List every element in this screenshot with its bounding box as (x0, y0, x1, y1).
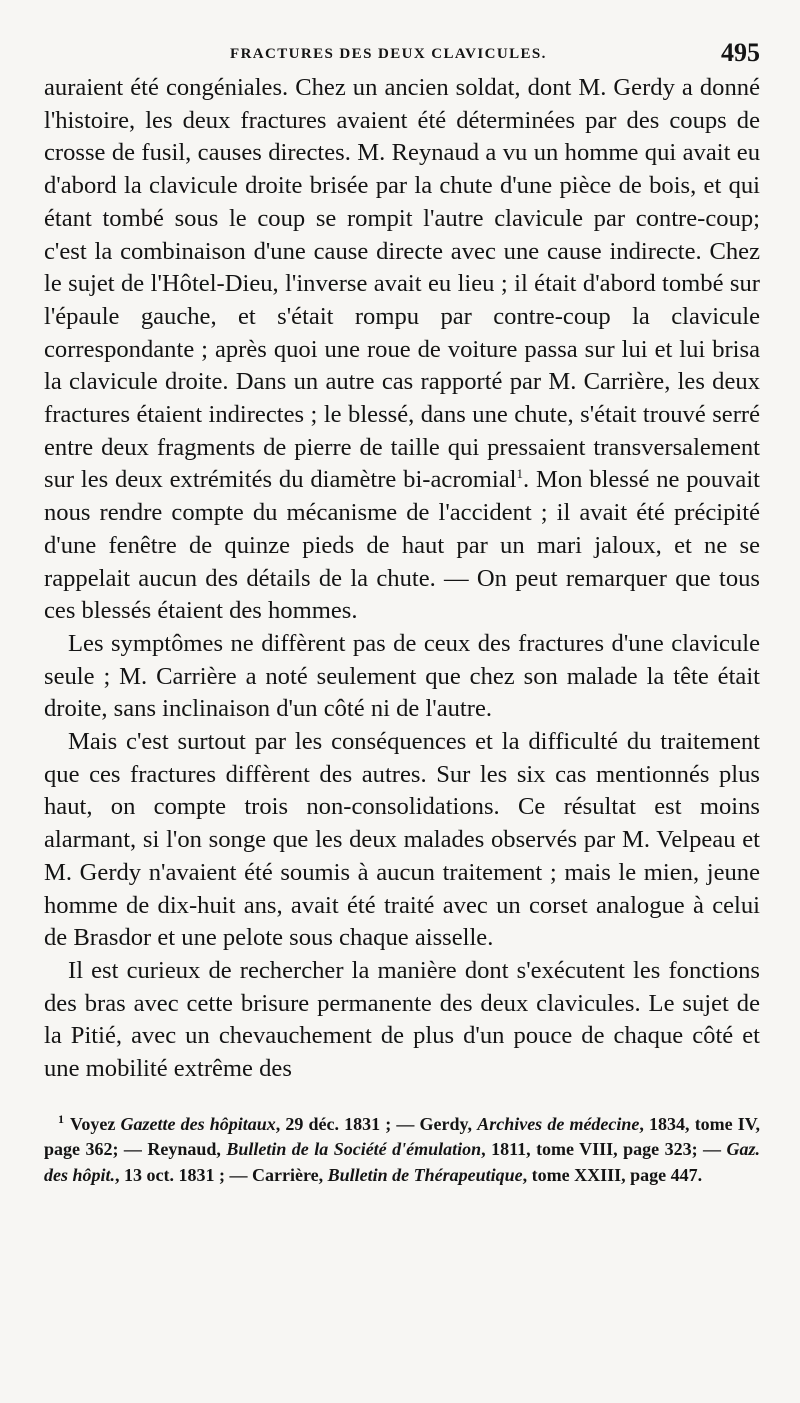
footnote-citation-title: Bulletin de Thérapeutique (327, 1164, 523, 1185)
footnotes (44, 1112, 760, 1189)
footnote-1 (44, 1112, 760, 1189)
footnote-text: , 13 oct. 1831 ; — Carrière, (115, 1164, 328, 1185)
paragraph-2: Les symptômes ne diffèrent pas de ceux des fractures d'une clavicule seule ; M. Carrière a noté seulement que chez son malade la tête était droite, sans inclinaison d'un côté ni de l'autre. (44, 629, 760, 723)
page-header (44, 38, 760, 72)
footnote-citation-title: Bulletin de la Société d'émulation (226, 1139, 482, 1160)
footnote-citation-title: Gaz. des hôpit. (44, 1139, 761, 1185)
paragraph-1 (44, 72, 760, 628)
paragraph-1-part-b: . Mon blessé ne pouvait nous rendre compte du mécanisme de l'accident ; il avait été précipité d'une fenêtre de quinze pieds de haut par un mari jaloux, et ne se rappelait aucun des détails de la chute. — On peut remarquer que tous ces blessés étaient des hommes. (44, 466, 760, 625)
body-text (44, 72, 760, 1086)
footnote-text: Voyez (70, 1113, 121, 1134)
footnote-text: , 1811, tome VIII, page 323; — (481, 1139, 727, 1160)
footnote-citation-title: Gazette des hôpitaux (120, 1113, 276, 1134)
footnote-text: , 1834, tome IV, page 362; — Reynaud, (44, 1113, 760, 1160)
paragraph-1-part-a: auraient été congéniales. Chez un ancien soldat, dont M. Gerdy a donné l'histoire, les deux fractures avaient été déterminées par des coups de crosse de fusil, causes directes. M. Reynaud a vu un homme qui avait eu d'abord la clavicule droite brisée par la chute d'une pièce de bois, et qui étant tombé sous le coup se rompit l'autre clavicule par contre-coup; c'est la combinaison d'une cause directe avec une cause indirecte. Chez le sujet de l'Hôtel-Dieu, l'inverse avait eu lieu ; il était d'abord tombé sur l'épaule gauche, et s'était rompu par contre-coup la clavicule correspondante ; après quoi une roue de voiture passa sur lui et lui brisa la clavicule droite. Dans un autre cas rapporté par M. Carrière, les deux fractures étaient indirectes ; le blessé, dans une chute, s'était trouvé serré entre deux fragments de pierre de taille qui pressaient transversalement sur les deux extrémités du diamètre bi-acromial (44, 74, 760, 494)
page-number: 495 (721, 38, 760, 67)
footnote-reference: 1 (516, 466, 524, 482)
footnote-text: , tome XXIII, page 447. (522, 1164, 703, 1185)
book-page (44, 38, 760, 1188)
paragraph-4: Il est curieux de rechercher la manière dont s'exécutent les fonctions des bras avec cette brisure permanente des deux clavicules. Le sujet de la Pitié, avec un chevauchement de plus d'un pouce de chaque côté et une mobilité extrême des (44, 956, 760, 1083)
footnote-text: , 29 déc. 1831 ; — Gerdy, (275, 1113, 478, 1134)
footnote-marker: 1 (58, 1111, 64, 1126)
footnote-citation-title: Archives de médecine (477, 1113, 640, 1134)
paragraph-3: Mais c'est surtout par les conséquences et la difficulté du traitement que ces fractures diffèrent des autres. Sur les six cas mentionnés plus haut, on compte trois non-consolidations. Ce résultat est moins alarmant, si l'on songe que les deux malades observés par M. Velpeau et M. Gerdy n'avaient été soumis à aucun traitement ; mais le mien, jeune homme de dix-huit ans, avait été traité avec un corset analogue à celui de Brasdor et une pelote sous chaque aisselle. (44, 728, 760, 952)
running-head: FRACTURES DES DEUX CLAVICULES. (230, 46, 547, 62)
